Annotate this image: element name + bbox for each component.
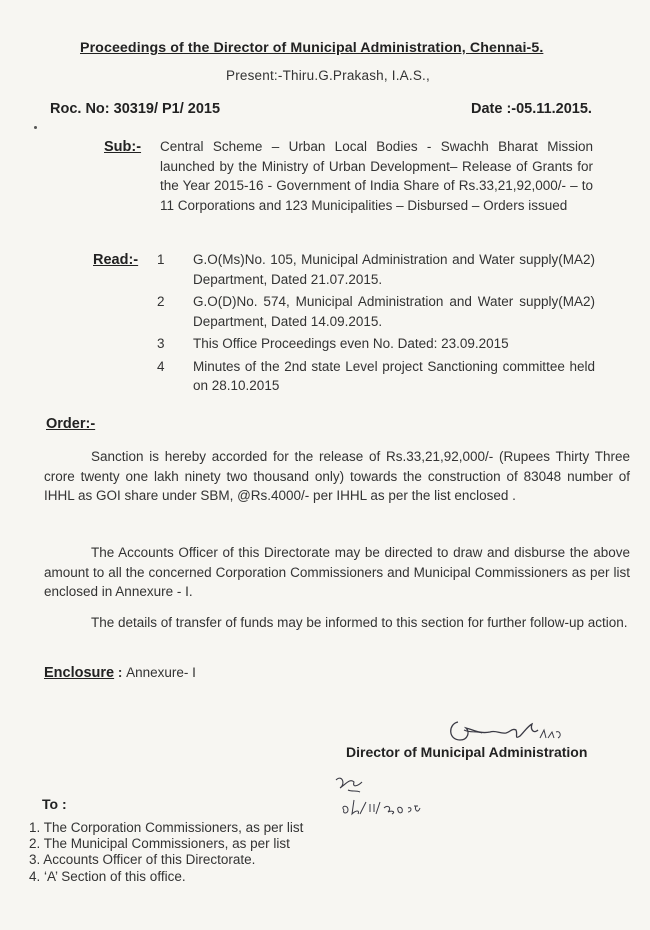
order-label: Order:- [46,416,96,432]
read-item-number: 3 [157,336,165,351]
read-item-text: Minutes of the 2nd state Level project Sanctioning committee held on 28.10.2015 [193,358,595,393]
read-item-number: 1 [157,252,165,267]
read-item [155,334,595,354]
recipient-item: 2. The Municipal Commissioners, as per list [29,836,290,852]
recipients-list [29,820,429,885]
read-item [155,250,595,289]
subject-text: Central Scheme – Urban Local Bodies - Swachh Bharat Mission launched by the Ministry of Urban Development– Release of Grants for the Year 2015-16 - Government of India Share of Rs.33,21,92,000/- – to 11 Corporations and 123 Municipalities – Disbursed – Orders issued [160,139,593,213]
read-item-text: G.O(D)No. 574, Municipal Administration and Water supply(MA2) Department, Dated 14.09.2015. [193,294,595,329]
document-date: Date :-05.11.2015. [471,101,592,117]
subject-label: Sub:- [104,139,142,155]
read-item-text: G.O(Ms)No. 105, Municipal Administration and Water supply(MA2) Department, Dated 21.07.2015. [193,252,595,287]
recipient-item: 4. ‘A’ Section of this office. [29,868,186,884]
enclosure-value: Annexure- I [126,665,196,680]
order-paragraph-sanction: Sanction is hereby accorded for the release of Rs.33,21,92,000/- (Rupees Thirty Three crore twenty one lakh ninety two thousand only) towards the construction of 83048 number of IHHL as GOI share under SBM, @Rs.4000/- per IHHL as per the list enclosed . [44,449,630,503]
read-item-text: This Office Proceedings even No. Dated: 23.09.2015 [193,336,509,351]
to-label: To : [42,796,67,812]
enclosure-line [44,665,196,681]
read-list [155,250,595,399]
read-item-number: 4 [157,358,165,374]
order-paragraph-accounts: The Accounts Officer of this Directorate may be directed to draw and disburse the above amount to all the concerned Corporation Commissioners and Municipal Commissioners as per list enclosed in Annexure - I. [44,545,630,599]
handwritten-initials [328,770,438,820]
read-item-number: 2 [157,294,165,309]
read-label: Read:- [93,252,139,268]
enclosure-separator: : [114,665,127,680]
reference-number: Roc. No: 30319/ P1/ 2015 [50,101,221,117]
recipient-item: 1. The Corporation Commissioners, as per list [29,820,304,835]
recipient-item: 3. Accounts Officer of this Directorate. [29,852,256,868]
document-title: Proceedings of the Director of Municipal Administration, Chennai-5. [80,40,544,56]
order-paragraph-transfer: The details of transfer of funds may be informed to this section for further follow-up action. [91,615,628,630]
present-line: Present:-Thiru.G.Prakash, I.A.S., [226,68,430,83]
enclosure-label: Enclosure [44,665,115,681]
scan-speck [34,126,37,129]
read-item [155,357,595,396]
read-item [155,292,595,331]
signatory-title: Director of Municipal Administration [346,744,588,760]
